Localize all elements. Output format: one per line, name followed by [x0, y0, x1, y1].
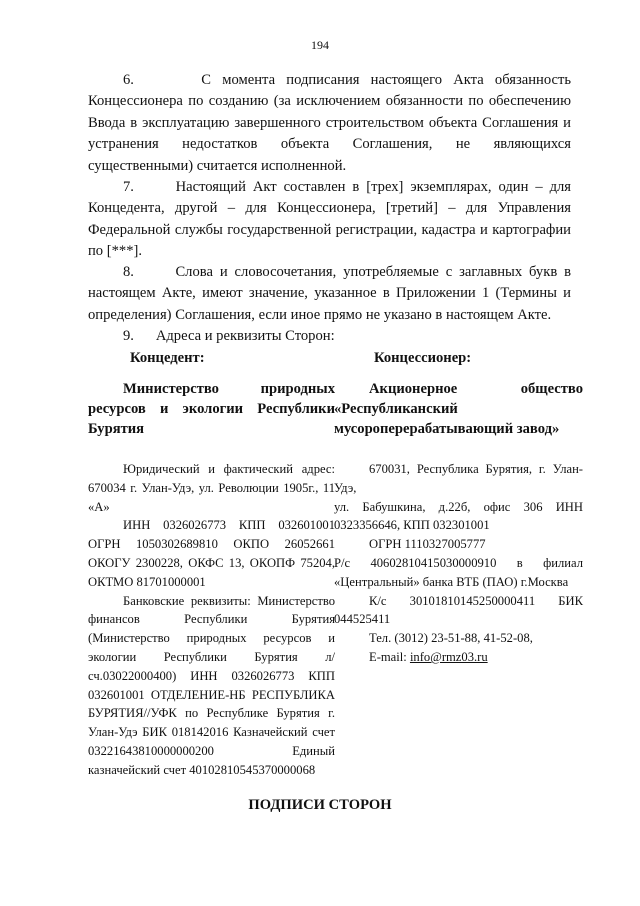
grantor-heading: Концедент: [130, 350, 205, 366]
grantor-column [88, 350, 335, 780]
email-link[interactable]: info@rmz03.ru [409, 649, 488, 664]
grantor-bank: Банковские реквизиты: Министерство финансов Республики Бурятия (Министерство природных ресурсов и экологии Республики Бурятия л/сч.03022000400) ИНН 0326026773 КПП 032601001 ОТДЕЛЕНИЕ-НБ РЕСПУБЛИКА БУРЯТИЯ//УФК по Республике Бурятия г. Улан-Удэ БИК 018142016 Казначейский счет 03221643810000000200 Единый казначейский счет 40102810545370000068 [88, 593, 335, 777]
concessionaire-email-line [334, 648, 583, 667]
concessionaire-details [334, 460, 583, 667]
grantor-address: Юридический и фактический адрес: 670034 г. Улан-Удэ, ул. Революции 1905г., 11 «А» [88, 462, 335, 514]
concessionaire-name: Акционерное общество «Республиканский мусороперерабатывающий завод» [334, 381, 583, 437]
concessionaire-heading: Концессионер: [374, 350, 472, 366]
paragraph-8 [88, 262, 571, 326]
paragraph-number: 9. [123, 328, 134, 344]
signatures-heading: ПОДПИСИ СТОРОН [248, 797, 392, 813]
concessionaire-account: Р/с 40602810415030000910 в филиал «Центральный» банка ВТБ (ПАО) г.Москва [334, 555, 583, 589]
grantor-ids: ИНН 0326026773 КПП 032601001 ОГРН 1050302689810 ОКПО 26052661 ОКОГУ 2300228, ОКФС 13, ОКОПФ 75204, ОКТМО 81701000001 [88, 518, 335, 589]
paragraph-number: 6. [123, 72, 134, 88]
paragraph-text: Настоящий Акт составлен в [трех] экземплярах, один – для Концедента, другой – для Концессионера, [третий] – для Управления Федеральной службы государственной регистрации, кадастра и картографии по [***]. [88, 179, 571, 260]
grantor-name: Министерство природных ресурсов и экологии Республики Бурятия [88, 381, 335, 437]
concessionaire-ogrn: ОГРН 1110327005777 [369, 537, 486, 552]
page-number: 194 [311, 38, 329, 52]
concessionaire-column [334, 350, 583, 667]
grantor-details [88, 460, 335, 780]
paragraph-6 [88, 70, 571, 177]
paragraph-text: Слова и словосочетания, употребляемые с заглавных букв в настоящем Акте, имеют значение, указанное в Приложении 1 (Термины и определения) Соглашения, если иное прямо не указано в настоящем Акте. [88, 264, 572, 323]
paragraph-text: Адреса и реквизиты Сторон: [155, 328, 335, 344]
paragraph-7 [88, 177, 571, 263]
paragraph-9 [88, 326, 571, 347]
concessionaire-address-line2: ул. Бабушкина, д.22б, офис 306 ИНН 0323356646, КПП 032301001 [334, 499, 583, 533]
paragraph-number: 8. [123, 264, 134, 280]
paragraph-number: 7. [123, 179, 134, 195]
paragraph-text: С момента подписания настоящего Акта обязанность Концессионера по созданию (за исключением обязанности по обеспечению Ввода в эксплуатацию завершенного строительством объекта Соглашения и устранения недостатков объекта Соглашения, не являющихся существенными) считается исполненной. [88, 72, 572, 174]
concessionaire-corr: К/с 30101810145250000411 БИК 044525411 [334, 593, 583, 627]
concessionaire-address-line1: 670031, Республика Бурятия, г. Улан-Удэ, [334, 462, 583, 495]
concessionaire-phone: Тел. (3012) 23-51-88, 41-52-08, [369, 631, 533, 646]
email-label: E-mail: [369, 649, 407, 664]
